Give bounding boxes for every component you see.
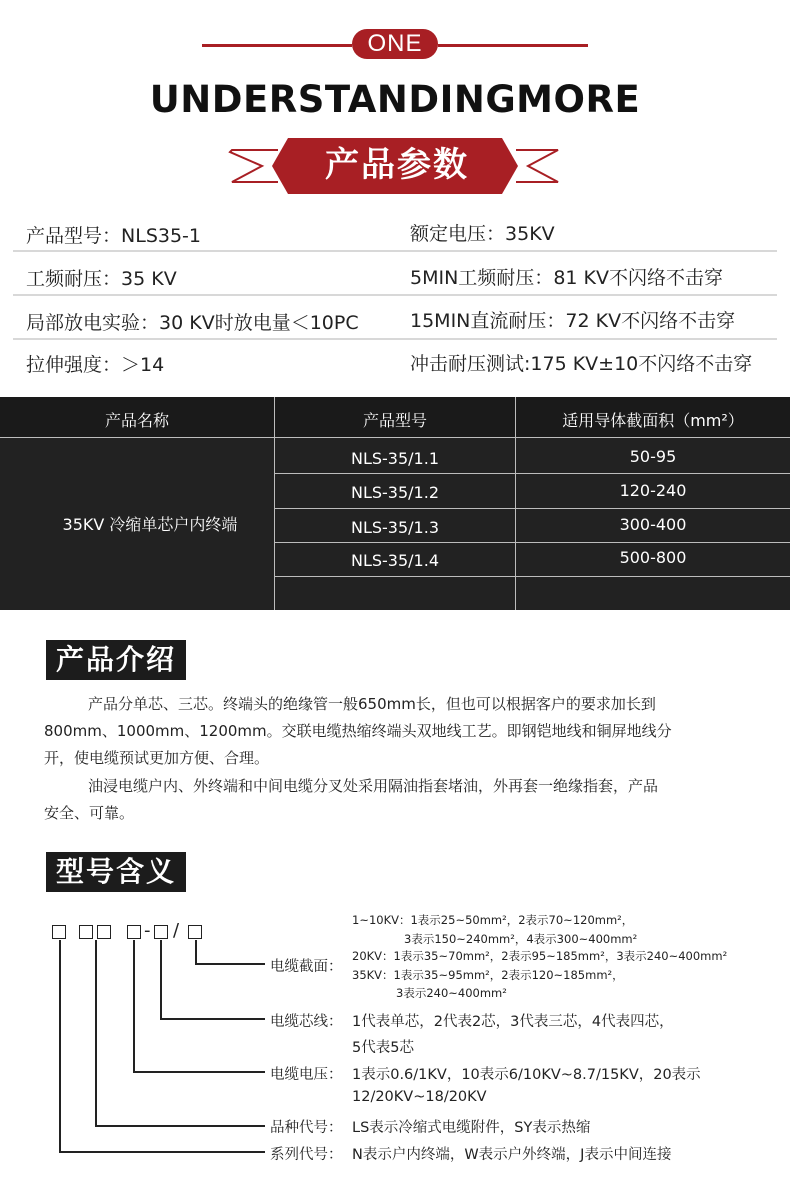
page-title: UNDERSTANDINGMORE [149, 78, 641, 121]
param-rated-voltage: 额定电压：35KV [410, 223, 555, 245]
label-cable-section: 电缆截面： [270, 959, 343, 975]
header-rule-right [438, 44, 588, 47]
param-impulse-test: 冲击耐压测试:175 KV±10不闪络不击穿 [410, 353, 753, 375]
section-desc-10kv: 1~10KV：1表示25~50mm²，2表示70~120mm²， [352, 913, 634, 927]
section-desc-10kv-cont: 3表示150~240mm²，4表示300~400mm² [404, 932, 638, 946]
code-box-kind-2 [97, 925, 111, 939]
table-cell-section: 300-400 [619, 515, 687, 534]
table-cell-model: NLS-35/1.4 [350, 551, 439, 570]
kind-desc: LS表示冷缩式电缆附件，SY表示热缩 [352, 1120, 591, 1136]
intro-line: 开，使电缆预试更加方便、合理。 [44, 749, 270, 767]
code-box-section [188, 925, 202, 939]
table-header: 产品名称 [104, 411, 169, 430]
connector-line [133, 940, 135, 1072]
param-partial-discharge: 局部放电实验：30 KV时放电量＜10PC [26, 312, 359, 334]
voltage-desc-cont: 12/20KV~18/20KV [352, 1089, 487, 1105]
label-series-code: 系列代号： [270, 1147, 343, 1163]
connector-line [59, 940, 61, 1152]
code-box-series [52, 925, 66, 939]
code-separator: / [173, 920, 180, 941]
param-divider [13, 294, 777, 296]
section-title-intro: 产品介绍 [46, 640, 186, 680]
intro-line: 产品分单芯、三芯。终端头的绝缘管一般650mm长，但也可以根据客户的要求加长到 [88, 695, 656, 713]
cores-desc-cont: 5代表5芯 [352, 1040, 414, 1056]
connector-line [59, 1151, 265, 1153]
connector-line [95, 940, 97, 1126]
param-tensile-strength: 拉伸强度：＞14 [26, 354, 165, 376]
table-header: 适用导体截面积（mm²） [562, 411, 744, 430]
table-product-name: 35KV 冷缩单芯户内终端 [62, 515, 238, 534]
connector-line [133, 1071, 265, 1073]
intro-line: 安全、可靠。 [44, 804, 135, 822]
connector-line [160, 940, 162, 1019]
table-cell-section: 120-240 [619, 481, 687, 500]
section-title-model: 型号含义 [46, 852, 186, 892]
table-cell-model: NLS-35/1.2 [350, 483, 439, 502]
connector-line [95, 1125, 265, 1127]
connector-line [195, 940, 197, 964]
table-cell-model: NLS-35/1.1 [350, 449, 439, 468]
param-model: 产品型号：NLS35-1 [26, 225, 201, 247]
param-divider [13, 338, 777, 340]
code-box-voltage [127, 925, 141, 939]
table-header: 产品型号 [362, 411, 427, 430]
section-desc-35kv-cont: 3表示240~400mm² [396, 986, 507, 1000]
header-rule-left [202, 44, 352, 47]
table-cell-model: NLS-35/1.3 [350, 518, 439, 537]
label-kind-code: 品种代号： [270, 1120, 343, 1136]
param-15min-dc-withstand: 15MIN直流耐压：72 KV不闪络不击穿 [410, 310, 736, 332]
section-number-badge: ONE [352, 29, 438, 59]
section-desc-20kv: 20KV：1表示35~70mm²，2表示95~185mm²，3表示240~400mm² [352, 949, 728, 963]
label-cable-voltage: 电缆电压： [270, 1067, 343, 1083]
cores-desc: 1代表单芯，2代表2芯，3代表三芯，4代表四芯， [352, 1014, 674, 1030]
param-5min-withstand: 5MIN工频耐压：81 KV不闪络不击穿 [410, 267, 723, 289]
connector-line [160, 1018, 265, 1020]
banner-title: 产品参数 [325, 145, 469, 185]
section-desc-35kv: 35KV：1表示35~95mm²，2表示120~185mm²， [352, 968, 624, 982]
label-cable-cores: 电缆芯线： [270, 1014, 343, 1030]
spec-table [0, 397, 790, 610]
intro-line: 油浸电缆户内、外终端和中间电缆分叉处采用隔油指套堵油，外再套一绝缘指套，产品 [88, 777, 659, 795]
code-separator: - [144, 920, 151, 941]
voltage-desc: 1表示0.6/1KV，10表示6/10KV~8.7/15KV，20表示 [352, 1067, 701, 1083]
code-box-kind-1 [79, 925, 93, 939]
connector-line [195, 963, 265, 965]
table-cell-section: 500-800 [619, 548, 687, 567]
code-box-cores [154, 925, 168, 939]
param-power-freq-withstand: 工频耐压：35 KV [26, 268, 177, 290]
intro-line: 800mm、1000mm、1200mm。交联电缆热缩终端头双地线工艺。即钢铠地线和铜屏地线分 [44, 722, 672, 740]
param-divider [13, 250, 777, 252]
series-desc: N表示户内终端，W表示户外终端，J表示中间连接 [352, 1147, 672, 1163]
table-cell-section: 50-95 [629, 447, 677, 466]
